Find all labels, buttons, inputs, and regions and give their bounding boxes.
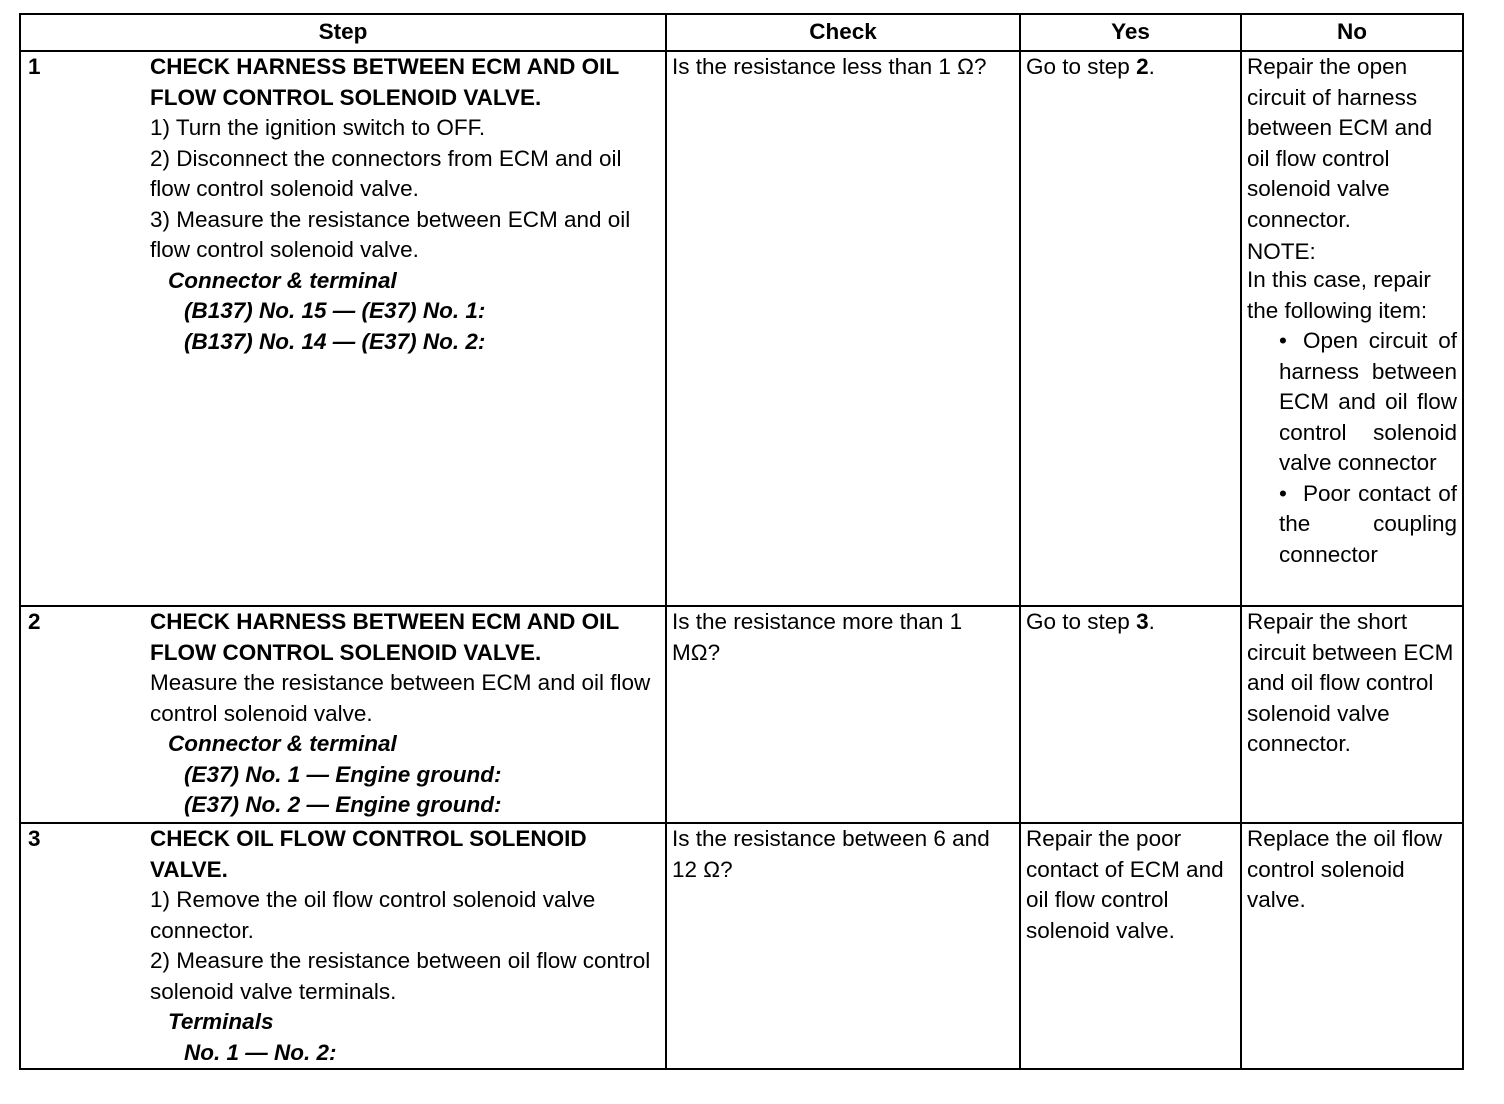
header-row [20,14,1463,51]
diagnostic-table [19,13,1464,1070]
list-item [1279,479,1457,571]
table-row-step-2 [20,606,1463,823]
header-check: Check [666,14,1020,51]
step-cell [20,606,666,823]
step-title: CHECK HARNESS BETWEEN ECM AND OIL FLOW CONTROL SOLENOID VALVE. [150,54,619,110]
yes-cell: Repair the poor contact of ECM and oil flow control solenoid valve. [1020,823,1241,1069]
bullet-icon: • [1279,480,1287,506]
note-label: NOTE: [1247,239,1316,264]
bullet-icon: • [1279,328,1287,353]
yes-text: Go to step [1026,54,1137,79]
instruction-line: 1) Remove the oil flow control solenoid valve connector. [150,887,596,943]
step-cell [20,823,666,1069]
connector-terminal-line: (B137) No. 15 — (E37) No. 1: [184,298,486,323]
step-title: CHECK OIL FLOW CONTROL SOLENOID VALVE. [150,826,587,882]
note-list [1247,326,1457,570]
no-text: Repair the open circuit of harness between ECM and oil flow control solenoid valve connector. [1247,54,1433,232]
no-cell [1241,51,1463,606]
header-step: Step [20,14,666,51]
instruction-line: 2) Disconnect the connectors from ECM and oil flow control solenoid valve. [150,145,622,201]
terminal-line: No. 1 — No. 2: [184,1039,337,1065]
list-item [1279,326,1457,479]
table-row-step-3 [20,823,1463,1069]
step-number: 1 [28,54,41,79]
check-cell: Is the resistance less than 1 Ω? [666,51,1020,606]
yes-text-end: . [1148,54,1155,79]
terminals-heading: Terminals [168,1009,274,1034]
connector-terminal-line: (B137) No. 14 — (E37) No. 2: [184,328,486,354]
step-number: 3 [28,826,41,851]
step-number: 2 [28,609,41,634]
instruction-line: 2) Measure the resistance between oil flow control solenoid valve terminals. [150,948,651,1004]
note-text: In this case, repair the following item: [1247,267,1431,323]
yes-text-end: . [1148,609,1155,634]
step-reference: 3 [1136,609,1149,634]
connector-terminal-line: (E37) No. 2 — Engine ground: [184,792,502,817]
yes-cell [1020,606,1241,823]
header-yes: Yes [1020,14,1241,51]
yes-cell [1020,51,1241,606]
instruction-line: 1) Turn the ignition switch to OFF. [150,115,486,140]
step-title: CHECK HARNESS BETWEEN ECM AND OIL FLOW CONTROL SOLENOID VALVE. [150,609,619,665]
connector-heading: Connector & terminal [168,731,397,756]
table-row-step-1 [20,51,1463,606]
note-block [1247,239,1457,570]
check-cell: Is the resistance between 6 and 12 Ω? [666,823,1020,1069]
step-reference: 2 [1136,54,1149,79]
list-item-text: Poor contact of the coupling connector [1279,480,1457,567]
instruction-line: 3) Measure the resistance between ECM and oil flow control solenoid valve. [150,206,631,262]
check-cell: Is the resistance more than 1 MΩ? [666,606,1020,823]
instruction-line: Measure the resistance between ECM and oil flow control solenoid valve. [150,670,651,726]
header-no: No [1241,14,1463,51]
no-cell: Replace the oil flow control solenoid valve. [1241,823,1463,1069]
no-cell: Repair the short circuit between ECM and oil flow control solenoid valve connector. [1241,606,1463,823]
yes-text: Go to step [1026,609,1137,634]
step-cell [20,51,666,606]
connector-heading: Connector & terminal [168,267,397,293]
connector-terminal-line: (E37) No. 1 — Engine ground: [184,761,502,787]
list-item-text: Open circuit of harness between ECM and oil flow control solenoid valve connector [1279,328,1457,475]
